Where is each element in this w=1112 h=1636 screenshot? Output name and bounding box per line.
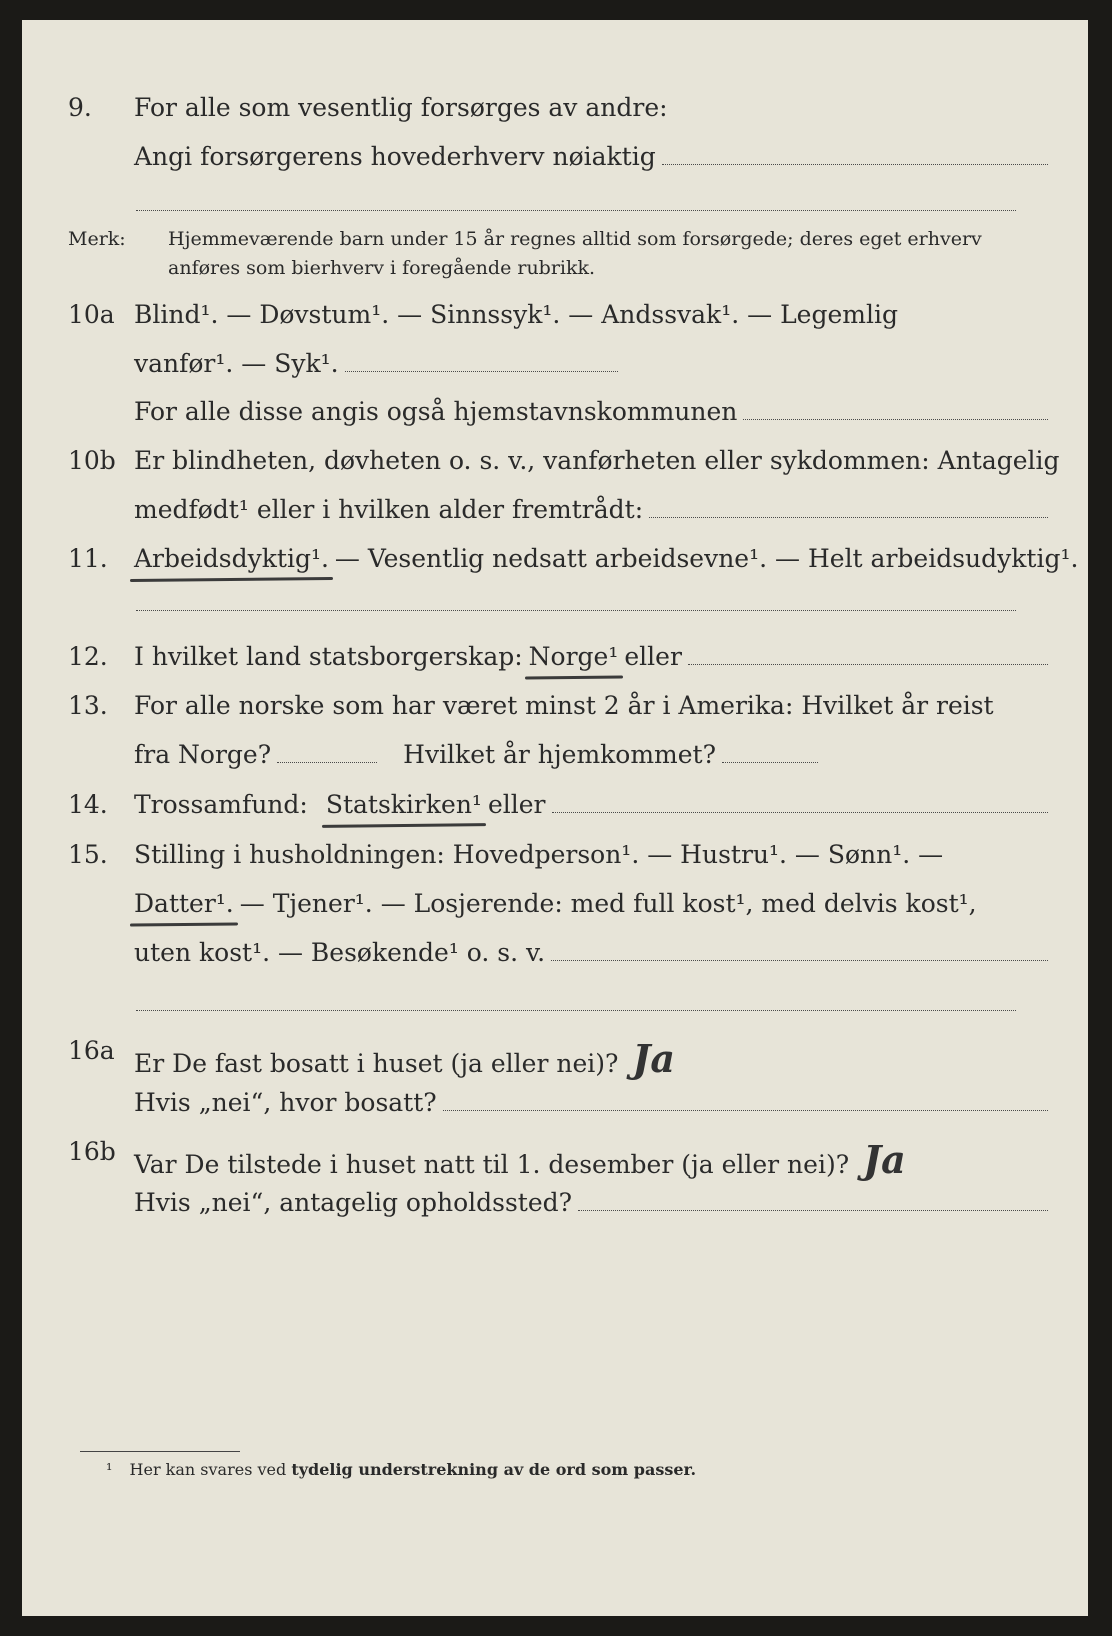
q13-line1: For alle norske som har været minst 2 år i Amerika: Hvilket år reist bbox=[134, 691, 994, 720]
q16a-row bbox=[22, 1036, 1088, 1081]
q15-row bbox=[22, 840, 1088, 880]
q10a-row bbox=[22, 300, 1088, 340]
q14-row bbox=[22, 790, 1088, 830]
q16b-line2: Hvis „nei“, antagelig opholdssted? bbox=[134, 1188, 573, 1217]
q16a-row2 bbox=[22, 1088, 1088, 1128]
separator-q9 bbox=[136, 210, 1016, 211]
q11-rest: — Vesentlig nedsatt arbeidsevne¹. — Helt arbeidsudyktig¹. bbox=[334, 544, 1079, 573]
q13-reist-field[interactable] bbox=[277, 762, 377, 763]
q16a-handwritten-answer: Ja bbox=[632, 1036, 675, 1081]
q10b-row2 bbox=[22, 495, 1088, 535]
q16b-handwritten-answer: Ja bbox=[863, 1137, 906, 1182]
q10a-hjemstavn-field[interactable] bbox=[743, 419, 1048, 420]
separator-q15 bbox=[136, 1010, 1016, 1011]
q12-suffix: eller bbox=[624, 642, 682, 671]
q9-number: 9. bbox=[68, 93, 92, 122]
q10a-syk-field[interactable] bbox=[345, 371, 618, 372]
q10b-number: 10b bbox=[68, 446, 116, 475]
q10b-row bbox=[22, 446, 1088, 486]
q15-line2-rest: — Tjener¹. — Losjerende: med full kost¹, med delvis kost¹, bbox=[239, 889, 977, 918]
q10a-line3: For alle disse angis også hjemstavnskommunen bbox=[134, 397, 738, 426]
q10b-line1: Er blindheten, døvheten o. s. v., vanførheten eller sykdommen: Antagelig bbox=[134, 446, 1060, 475]
q16b-number: 16b bbox=[68, 1137, 116, 1166]
separator-q11 bbox=[136, 610, 1016, 611]
q14-option-statskirken[interactable]: Statskirken¹ bbox=[325, 790, 482, 819]
q10a-line2: vanfør¹. — Syk¹. bbox=[134, 349, 339, 378]
q9-line2: Angi forsørgerens hovederhverv nøiaktig bbox=[134, 142, 656, 171]
q16b-line1: Var De tilstede i huset natt til 1. desember (ja eller nei)? bbox=[134, 1150, 850, 1179]
q9-line1: For alle som vesentlig forsørges av andre: bbox=[134, 93, 668, 122]
q9-row2 bbox=[22, 142, 1088, 182]
q15-line3: uten kost¹. — Besøkende¹ o. s. v. bbox=[134, 938, 546, 967]
merk-label: Merk: bbox=[68, 228, 126, 250]
q14-suffix: eller bbox=[487, 790, 546, 819]
q16b-row bbox=[22, 1137, 1088, 1182]
footnote-text: Her kan svares ved bbox=[129, 1460, 287, 1479]
merk-text: Hjemmeværende barn under 15 år regnes alltid som forsørgede; deres eget erhverv anføres som bierhverv i foregående rubrikk. bbox=[168, 228, 982, 279]
q13-line2b: Hvilket år hjemkommet? bbox=[403, 740, 717, 769]
q15-number: 15. bbox=[68, 840, 108, 869]
q15-option-datter[interactable]: Datter¹. bbox=[134, 889, 234, 918]
q12-number: 12. bbox=[68, 642, 108, 671]
q10b-line2: medfødt¹ eller i hvilken alder fremtrådt: bbox=[134, 495, 644, 524]
census-form-page bbox=[22, 20, 1088, 1616]
q14-prefix: Trossamfund: bbox=[134, 790, 308, 819]
q16b-row2 bbox=[22, 1188, 1088, 1228]
q16a-bosatt-field[interactable] bbox=[443, 1110, 1048, 1111]
q16b-opholdssted-field[interactable] bbox=[578, 1210, 1048, 1211]
q13-number: 13. bbox=[68, 691, 108, 720]
q13-row2 bbox=[22, 740, 1088, 780]
q10a-row3 bbox=[22, 397, 1088, 437]
q11-option-arbeidsdyktig[interactable]: Arbeidsdyktig¹. bbox=[134, 544, 329, 573]
footnote-mark: ¹ bbox=[106, 1460, 113, 1479]
q10a-number: 10a bbox=[68, 300, 115, 329]
q15-row3 bbox=[22, 938, 1088, 978]
q11-row bbox=[22, 544, 1088, 584]
q15-row2 bbox=[22, 889, 1088, 929]
q12-prefix: I hvilket land statsborgerskap: bbox=[134, 642, 523, 671]
q12-option-norge[interactable]: Norge¹ bbox=[528, 642, 619, 671]
q14-number: 14. bbox=[68, 790, 108, 819]
q16a-line1: Er De fast bosatt i huset (ja eller nei)? bbox=[134, 1049, 619, 1078]
q12-row bbox=[22, 642, 1088, 682]
footnote-bold: tydelig understrekning av de ord som passer. bbox=[291, 1460, 697, 1479]
q13-hjemkommet-field[interactable] bbox=[722, 762, 818, 763]
footnote-rule bbox=[80, 1451, 240, 1452]
q15-answer-field[interactable] bbox=[551, 960, 1048, 961]
q10a-row2 bbox=[22, 349, 1088, 389]
q9-row bbox=[22, 93, 1088, 133]
q16a-number: 16a bbox=[68, 1036, 115, 1065]
footnote bbox=[106, 1460, 696, 1479]
q11-number: 11. bbox=[68, 544, 108, 573]
q10b-answer-field[interactable] bbox=[649, 517, 1048, 518]
q14-answer-field[interactable] bbox=[552, 812, 1049, 813]
q13-row bbox=[22, 691, 1088, 731]
q16a-line2: Hvis „nei“, hvor bosatt? bbox=[134, 1088, 437, 1117]
q9-answer-field[interactable] bbox=[662, 164, 1048, 165]
q13-line2a: fra Norge? bbox=[134, 740, 272, 769]
q10a-line1: Blind¹. — Døvstum¹. — Sinnssyk¹. — Andssvak¹. — Legemlig bbox=[134, 300, 898, 329]
q15-line1: Stilling i husholdningen: Hovedperson¹. — Hustru¹. — Sønn¹. — bbox=[134, 840, 944, 869]
q12-answer-field[interactable] bbox=[688, 664, 1048, 665]
